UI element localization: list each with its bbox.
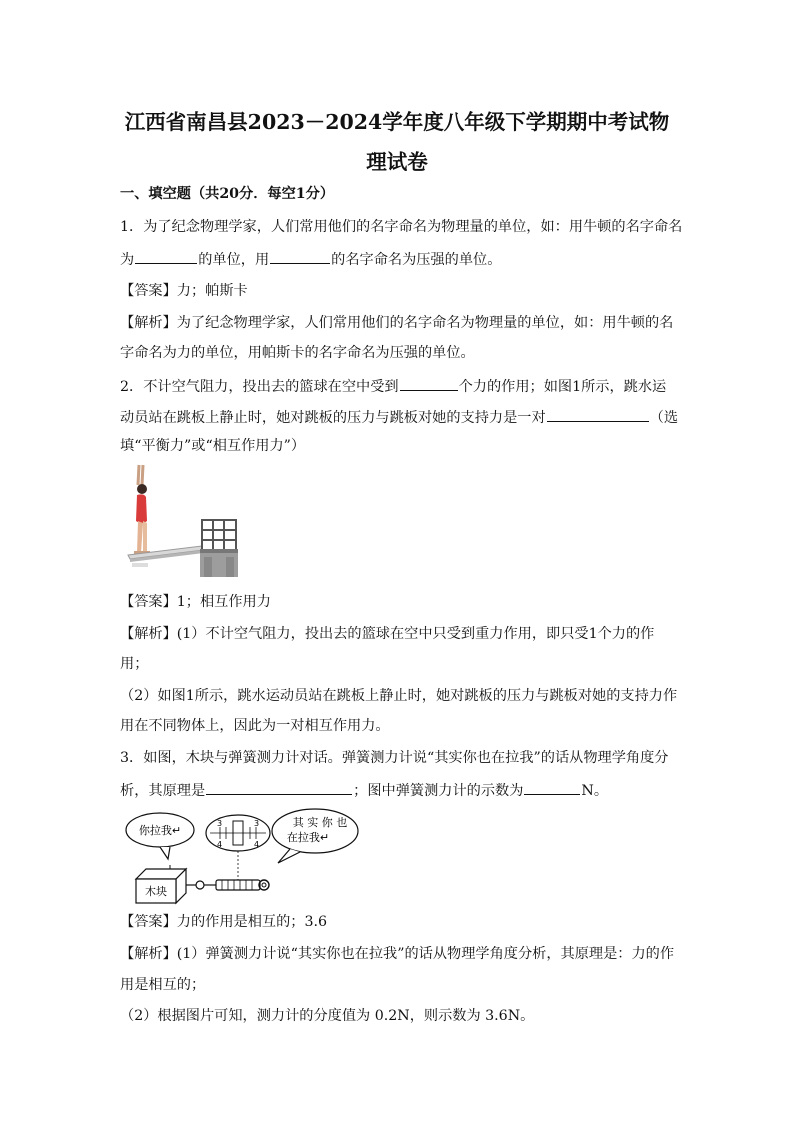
left-bubble-text: 你拉我↵: [138, 824, 182, 837]
q3-explanation-2: 用是相互的；: [120, 977, 206, 993]
q2-text-c: 动员站在跳板上静止时，她对跳板的压力与跳板对她的支持力是一对: [120, 410, 546, 426]
q1-explanation-2: 字命名为力的单位，用帕斯卡的名字命名为压强的单位。: [120, 345, 475, 361]
q2-line-2: [120, 406, 680, 428]
q2-answer: 【答案】1；相互作用力: [120, 594, 271, 610]
q2-text-d: （选: [649, 410, 679, 426]
right-bubble-text-1: 其 实 你 也: [292, 816, 348, 829]
scale-label-right-bottom: 4: [254, 840, 260, 849]
page-title: [110, 102, 684, 182]
spring-scale-figure: [120, 805, 370, 905]
diver-figure: [124, 463, 240, 581]
right-speech-bubble: [272, 809, 358, 863]
q3-answer: 【答案】力的作用是相互的；3.6: [120, 914, 328, 930]
left-speech-bubble: [126, 813, 194, 859]
q3-text-c: N。: [581, 783, 609, 799]
q1-blank-2: [270, 248, 330, 264]
q2-explanation-4: 用在不同物体上，因此为一对相互作用力。: [120, 718, 390, 734]
spring-scale: [186, 851, 269, 890]
wooden-block: [136, 865, 186, 903]
q1-answer: 【答案】力；帕斯卡: [120, 283, 248, 299]
q3-explanation-3: （2）根据图片可知，测力计的分度值为 0.2N，则示数为 3.6N。: [120, 1008, 535, 1024]
q2-blank-1: [400, 375, 458, 391]
q1-line-2: [120, 248, 680, 270]
q3-text-a: 析，其原理是: [120, 783, 206, 799]
block-label: 木块: [145, 885, 167, 898]
section-heading: 一、填空题（共20分．每空1分）: [120, 186, 335, 202]
title-line-1: 江西省南昌县2023－2024学年度八年级下学期期中考试物: [124, 110, 670, 134]
q3-blank-1: [206, 779, 352, 795]
diver: [134, 465, 150, 554]
q2-line-3: 填“平衡力”或“相互作用力”）: [120, 438, 306, 454]
q2-explanation-1: 【解析】(1）不计空气阻力，投出去的篮球在空中只受到重力作用，即只受1个力的作: [120, 626, 655, 642]
q2-explanation-2: 用；: [120, 656, 149, 672]
q2-text-a: 2．不计空气阻力，投出去的篮球在空中受到: [120, 379, 399, 395]
q2-explanation-3: （2）如图1所示，跳水运动员站在跳板上静止时，她对跳板的压力与跳板对她的支持力作: [120, 688, 678, 704]
q1-text-b: 的单位，用: [198, 252, 270, 268]
q3-blank-2: [524, 779, 580, 795]
scale-label-left-bottom: 4: [217, 840, 223, 849]
q1-text-c: 的名字命名为压强的单位。: [331, 252, 502, 268]
scale-label-left-top: 3: [217, 819, 223, 828]
q1-line-1: 1．为了纪念物理学家，人们常用他们的名字命名为物理量的单位，如：用牛顿的名字命名: [120, 219, 683, 235]
title-line-2: 理试卷: [366, 150, 428, 174]
q1-explanation-1: 【解析】为了纪念物理学家，人们常用他们的名字命名为物理量的单位，如：用牛顿的名: [120, 315, 674, 331]
q1-text-a: 为: [120, 252, 135, 268]
scale-label-right-top: 3: [254, 819, 260, 828]
q3-text-b: ；图中弹簧测力计的示数为: [353, 783, 524, 799]
q2-blank-2: [547, 406, 649, 422]
right-bubble-text-2: 在拉我↵: [286, 831, 330, 844]
platform-tower: [200, 520, 238, 577]
q2-line-1: [120, 375, 680, 397]
q1-blank-1: [135, 248, 197, 264]
q2-text-b: 个力的作用；如图1所示，跳水运: [458, 379, 667, 395]
q3-explanation-1: 【解析】(1）弹簧测力计说“其实你也在拉我”的话从物理学角度分析，其原理是：力的作: [120, 946, 675, 962]
q3-line-1: 3．如图，木块与弹簧测力计对话。弹簧测力计说“其实你也在拉我”的话从物理学角度分: [120, 750, 669, 766]
scale-dial: [206, 815, 270, 851]
q3-line-2: [120, 779, 680, 801]
